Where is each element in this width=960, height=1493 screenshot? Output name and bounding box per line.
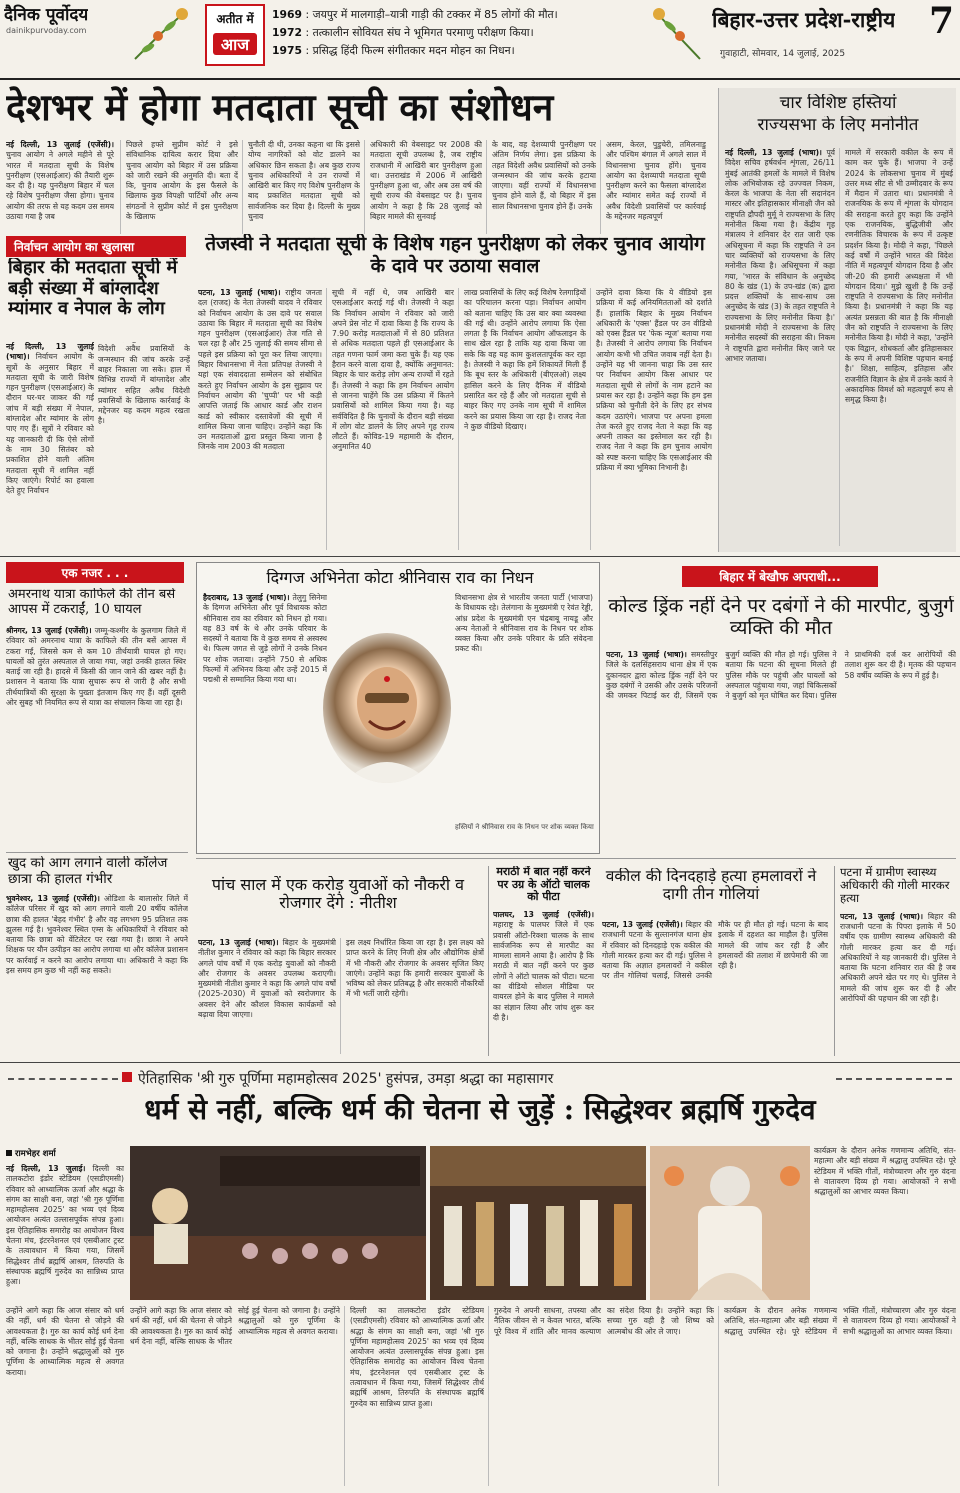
nitish-col-1: पटना, 13 जुलाई (भाषा)। बिहार के मुख्यमंत्री नीतीश कुमार ने रविवार को कहा कि बिहार सरकार अगले पांच वर्षों में एक करोड़ युवाओं को नौकरी और रोजगार के अवसर उपलब्ध कराएगी। मुख्यमंत्री नीतीश कुमार ने कहा कि अगले पांच वर्षों (2025-2030) में युवाओं को स्वरोजगार के अवसर देने और कौशल विकास कार्यक्रमों को बढ़ावा दिया जाएगा।: [198, 938, 336, 1020]
history-box-top: अतीत में: [207, 6, 263, 27]
nitish-col-2: इस लक्ष्य निर्धारित किया जा रहा है। इस लक्ष्य को प्राप्त करने के लिए निजी क्षेत्र और औद्योगिक क्षेत्रों में भी नौकरी और रोजगार के अवसर सृजित किए जाएंगे। उन्होंने कहा कि हमारी सरकार युवाओं के भविष्य को लेकर प्रतिबद्ध है और सरकारी नौकरियों में भी भर्ती जारी रहेगी।: [340, 938, 484, 1054]
history-box: [205, 4, 265, 66]
lead-col-4: अधिकारी की वेबसाइट पर 2008 की मतदाता सूची उपलब्ध है, जब राष्ट्रीय राजधानी में आखिरी बार पुनरीक्षण हुआ था। उत्तराखंड में 2006 में आखिरी पुनरीक्षण हुआ था, और अब उस वर्ष की सूची राज्य की वेबसाइट पर है। चुनाव आयोग ने कहा है कि 28 जुलाई को बिहार मामले की सुनवाई: [364, 140, 482, 234]
guru-strap: ऐतिहासिक 'श्री गुरु पूर्णिमा महामहोत्सव 2025' हुसंपन्न, उमड़ा श्रद्धा का महासागर: [138, 1071, 554, 1087]
guru-photo-dignitaries: [430, 1146, 646, 1300]
college-body: भुवनेश्वर, 13 जुलाई (एजेंसी)। ओडिशा के बालासोर जिले में कॉलेज परिसर में खुद को आग लगाने वाली 20 वर्षीय कॉलेज छात्रा की हालत 'बेहद गंभीर' है और वह लगभग 95 प्रतिशत तक झुलस गई है। भुवनेश्वर स्थित एम्स के अधिकारियों ने रविवार को बताया कि छात्रा को वेंटिलेटर पर रखा गया है। छात्रा ने अपने शिक्षक पर यौन उत्पीड़न का आरोप लगाया था और कॉलेज प्रशासन पर कार्रवाई न करने का आरोप लगाया था। अधिकारी ने कहा कि इस समय हम कुछ भी नहीं कह सकते।: [6, 894, 188, 976]
bullet-icon: [6, 1150, 12, 1156]
marathi-box: [488, 866, 594, 1056]
guru-byline: रामभेहर शर्मा: [6, 1148, 124, 1162]
guru-col-3: गुरुदेव ने अपनी साधना, तपस्या और नैतिक जीवन से न केवल भारत, बल्कि पूरे विश्व में शांति और मानव कल्याण का संदेश दिया है। उन्होंने कहा कि सच्चा गुरु वही है जो शिष्य को आत्मबोध की ओर ले जाए।: [488, 1306, 714, 1486]
history-event: 1972 : तत्कालीन सोवियत संघ ने भूमिगत परमाणु परीक्षण किया।: [272, 26, 534, 39]
guru-col-2b: दिल्ली का तालकटोरा इंडोर स्टेडियम (एसडीएमसी) रविवार को आध्यात्मिक ऊर्जा और श्रद्धा के संगम का साक्षी बना, जहां 'श्री गुरु पूर्णिमा महामहोत्सव 2025' का भव्य एवं दिव्य आयोजन अत्यंत उल्लासपूर्वक संपन्न हुआ। इस ऐतिहासिक समारोह का आयोजन विश्व चेतना मंच, इंटरनेशनल एवं एसबीआर ट्रस्ट के तत्वावधान में किया गया, जिसमें सिद्धेश्वर तीर्थ ब्रह्मर्षि आश्रम, तिरुपति के संस्थापक ब्रह्मर्षि गुरुदेव का सान्निध्य प्राप्त हुआ।: [344, 1306, 484, 1486]
nirvachan-headline: बिहार की मतदाता सूची में बड़ी संख्या में बांग्लादेश म्यांमार व नेपाल के लोग: [8, 258, 178, 320]
nirvachan-col-1: नई दिल्ली, 13 जुलाई (भाषा)। निर्वाचन आयोग के सूत्रों के अनुसार बिहार में मतदाता सूची के जारी विशेष गहन पुनरीक्षण (एसआईआर) के दौरान घर-घर जाकर की गई जांच में बड़ी संख्या में नेपाल, बांग्लादेश और म्यांमार के लोग पाए गए हैं। सूत्रों ने रविवार को यह जानकारी दी कि ऐसे लोगों के नाम 30 सितंबर को प्रकाशित होने वाली अंतिम मतदाता सूची में शामिल नहीं किए जाएंगे। रिपोर्ट का हवाला देते हुए निर्वाचन: [6, 342, 94, 496]
lead-col-1: नई दिल्ली, 13 जुलाई (एजेंसी)। चुनाव आयोग ने अगले महीने से पूरे भारत में मतदाता सूची के विशेष पुनरीक्षण (एसआईआर) की तैयारी शुरू कर दी है। यह पुनरीक्षण बिहार में चल रहे विशेष पुनरीक्षण जैसा होगा। चुनाव आयोग की तरफ से यह कदम उस समय उठाया गया है जब: [6, 140, 114, 222]
kota-col-1: हैदराबाद, 13 जुलाई (भाषा)। तेलुगु सिनेमा के दिग्गज अभिनेता और पूर्व विधायक कोटा श्रीनिवास राव का रविवार को निधन हो गया। वह 83 वर्ष के थे और उनके परिवार के सदस्यों ने बताया कि वे कुछ समय से अस्वस्थ थे। फिल्म जगत से जुड़े लोगों ने उनके निधन पर शोक जताया। उन्होंने 750 से अधिक फिल्मों में अभिनय किया और उन्हें 2015 में पद्मश्री से सम्मानित किया गया था।: [203, 593, 327, 685]
kota-headline: दिग्गज अभिनेता कोटा श्रीनिवास राव का निधन: [266, 569, 534, 587]
guru-headline: धर्म से नहीं, बल्कि धर्म की चेतना से जुड़ें : सिद्धेश्वर ब्रह्मर्षि गुरुदेव: [144, 1094, 816, 1126]
strap-dash-left: [8, 1078, 118, 1080]
rajyasabha-headline-1: चार विशिष्ट हस्तियां: [779, 94, 897, 113]
nirvachan-tag: निर्वाचन आयोग का खुलासा: [6, 236, 186, 257]
bihar-crime-headline: कोल्ड ड्रिंक नहीं देने पर दबंगों ने की मारपीट, बुजुर्ग व्यक्ति की मौत: [608, 596, 954, 639]
tejashwi-col-4: उन्होंने दावा किया कि ये वीडियो इस प्रक्रिया में कई अनियमितताओं को दर्शाते हैं। हालांकि बिहार के मुख्य निर्वाचन अधिकारी के 'एक्स' हैंडल पर उन वीडियो को एक्स हैंडल पर 'फेक न्यूज' बताया गया है। तेजस्वी ने आरोप लगाया कि निर्वाचन आयोग कभी भी उचित जवाब नहीं देता है। उन्होंने यह भी जानना चाहा कि उस स्तर पर निर्वाचन आयोग किस आधार पर मतदाता सूची से लोगों के नाम हटाने का प्रयास कर रहा है। उन्होंने कहा कि हम इस प्रक्रिया को चुनौती देने के लिए हर संभव कदम उठाएंगे। भाजपा पर अपना हमला तेज करते हुए राजद नेता ने कहा कि वह अपनी ताकत का इस्तेमाल कर रही है। राजद नेता ने कहा कि हम चुनाव आयोग को स्पष्ट करना चाहिए कि एसआईआर की प्रक्रिया में क्या भूमिका निभानी है।: [590, 288, 712, 550]
rajyasabha-box: [718, 88, 956, 552]
lead-col-3: चुनौती दी थी, उनका कहना था कि इससे योग्य नागरिकों को वोट डालने का अधिकार छिन सकता है। अब कुछ राज्य चुनाव अधिकारियों ने उन राज्यों में आखिरी बार किए गए विशेष पुनरीक्षण के बाद प्रकाशित मतदाता सूची को सार्वजनिक कर दिया है। दिल्ली के मुख्य चुनाव: [242, 140, 360, 234]
guru-photo-stage: [130, 1146, 426, 1300]
lead-story: [6, 140, 706, 234]
health-officer-headline: पटना में ग्रामीण स्वास्थ्य अधिकारी की गोली मारकर हत्या: [840, 866, 950, 906]
red-square-icon: [122, 1072, 132, 1082]
amarnath-headline: अमरनाथ यात्रा काफिले की तीन बसें आपस में टकराईं, 10 घायल: [8, 588, 176, 617]
bihar-crime-body: पटना, 13 जुलाई (भाषा)। समस्तीपुर जिले के दलसिंहसराय थाना क्षेत्र में एक दुकानदार द्वारा कोल्ड ड्रिंक नहीं देने पर कुछ दबंगों ने उसकी और उसके परिजनों की जमकर पिटाई कर दी, जिसमें एक बुजुर्ग व्यक्ति की मौत हो गई। पुलिस ने बताया कि घटना की सूचना मिलते ही पुलिस मौके पर पहुंची और घायलों को अस्पताल पहुंचाया गया, जहां चिकित्सकों ने बुजुर्ग को मृत घोषित कर दिया। पुलिस ने प्राथमिकी दर्ज कर आरोपियों की तलाश शुरू कर दी है। मृतक की पहचान 58 वर्षीय व्यक्ति के रूप में हुई है।: [606, 650, 956, 701]
place-date: गुवाहाटी, सोमवार, 14 जुलाई, 2025: [720, 49, 846, 59]
tejashwi-story: [198, 288, 712, 550]
tejashwi-headline: तेजस्वी ने मतदाता सूची के विशेष गहन पुनरीक्षण को लेकर चुनाव आयोग के दावे पर उठाया सवाल: [205, 234, 705, 277]
amarnath-tag: एक नजर . . .: [6, 562, 184, 583]
history-events: [272, 6, 648, 60]
tejashwi-col-2: सूची में नहीं थे, जब आखिरी बार एसआईआर कराई गई थी। तेजस्वी ने कहा कि निर्वाचन आयोग ने रविवार को जारी अपने प्रेस नोट में दावा किया है कि राज्य के 7.90 करोड़ मतदाताओं में से 80 प्रतिशत से अधिक मतदाता पहले ही एसआईआर के तहत गणना फार्म जमा करा चुके हैं। यह एक हैरान करने वाला दावा है, क्योंकि अनुमानत: बिहार के चार करोड़ लोग अन्य राज्यों में रहते हैं। तेजस्वी ने कहा कि हम निर्वाचन आयोग से जानना चाहेंगे कि उस प्रक्रिया में कितने प्रवासियों को शामिल किया गया है। यह सर्वविदित है कि चुनावों के दौरान बड़ी संख्या में लोग वोट डालने के लिए अपने गृह राज्य लौटते हैं। कोविड-19 महामारी के दौरान, अनुमानित 40: [326, 288, 454, 550]
amarnath-body: श्रीनगर, 13 जुलाई (एजेंसी)। जम्मू-कश्मीर के कुलगाम जिले में रविवार को अमरनाथ यात्रा के काफिले की तीन बसें आपस में टकरा गईं, जिससे कम से कम 10 तीर्थयात्री घायल हो गए। घायलों को तुरंत अस्पताल ले जाया गया, जहां उनकी हालत स्थिर बताई जा रही है। हादसे में किसी की जान जाने की खबर नहीं है। प्रशासन ने बताया कि यात्रा सुचारू रूप से जारी है और सभी तीर्थयात्रियों की सुरक्षा के पुख्ता इंतजाम किए गए हैं। वहीं दूसरी ओर सुबह भी नियमित रूप से यात्रा का संचालन किया जा रहा है।: [6, 626, 186, 708]
guru-photo-guru: [650, 1146, 810, 1300]
kota-col-2: विधानसभा क्षेत्र से भारतीय जनता पार्टी (भाजपा) के विधायक रहे। तेलंगाना के मुख्यमंत्री ए रेवंत रेड्डी, आंध्र प्रदेश के मुख्यमंत्री एन चंद्रबाबू नायडू और अन्य नेताओं ने श्रीनिवास राव के निधन पर शोक व्यक्त किया और उनके परिवार के प्रति संवेदना प्रकट की।: [455, 593, 593, 654]
nirvachan-story: [6, 342, 190, 538]
section-title: बिहार-उत्तर प्रदेश-राष्ट्रीय: [712, 7, 896, 32]
floral-ornament-left: [130, 4, 196, 64]
guru-col-1b: उन्होंने आगे कहा कि आज संसार को धर्म की नहीं, धर्म की चेतना से जोड़ने की आवश्यकता है। गुरु का कार्य कोई धर्म देना नहीं, बल्कि साधक के भीतर सोई हुई चेतना को जगाना है। उन्होंने श्रद्धालुओं को गुरु पूर्णिमा के आध्यात्मिक महत्व से अवगत कराया।: [6, 1306, 124, 1377]
history-box-bottom: आज: [213, 33, 257, 55]
guru-col-5: कार्यक्रम के दौरान अनेक गणमान्य अतिथि, संत-महात्मा और बड़ी संख्या में श्रद्धालु उपस्थित रहे। पूरे स्टेडियम में भक्ति गीतों, मंत्रोच्चारण और गुरु वंदना से वातावरण दिव्य हो गया। आयोजकों ने सभी श्रद्धालुओं का आभार व्यक्त किया।: [718, 1306, 956, 1486]
tejashwi-col-3: लाख प्रवासियों के लिए कई विशेष रेलगाड़ियों का परिचालन करना पड़ा। निर्वाचन आयोग को बताना चाहिए कि उस बार क्या व्यवस्था की गई थी। उन्होंने आरोप लगाया कि ऐसा लगता है कि निर्वाचन आयोग ऑफलाइन के साथ खेल रहा है ताकि यह दावा किया जा सके कि वह यह काम कुशलतापूर्वक कर रहा है। तेजस्वी ने कहा कि हमें शिकायतें मिली हैं कि बूथ स्तर के अधिकारी (बीएलओ) लक्ष्य हासिल करने के लिए दैनिक में वीडियो प्रसारित कर रहे हैं और जो मतदाता सूची से बाहर किए गए उनके नाम सूची में शामिल करने का प्रयास किया जा रहा है। राजद नेता ने कुछ वीडियो दिखाए।: [458, 288, 586, 550]
kota-caption: हस्तियों ने श्रीनिवास राव के निधन पर शोक व्यक्त किया: [455, 823, 594, 831]
rajyasabha-col-2: मामले में सरकारी वकील के रूप में काम कर चुके हैं। भाजपा ने उन्हें 2024 के लोकसभा चुनाव में मुंबई उत्तर मध्य सीट से भी उम्मीदवार के रूप में मैदान में उतारा था। प्रधानमंत्री ने राजनयिक के रूप में शृंगला के योगदान की सराहना करते हुए कहा कि उन्होंने एक राजनयिक, बुद्धिजीवी और रणनीतिक विचारक के रूप में उत्कृष्ट प्रदर्शन किया है। मोदी ने कहा, 'पिछले कई वर्षों में उन्होंने भारत की विदेश नीति में महत्वपूर्ण योगदान दिया है और जी-20 की हमारी अध्यक्षता में भी योगदान दिया।' मुझे खुशी है कि उन्हें राष्ट्रपति ने राज्यसभा के लिए मनोनीत किया है। प्रधानमंत्री ने कहा कि यह अत्यंत प्रसन्नता की बात है कि मीनाक्षी जैन को राष्ट्रपति ने राज्यसभा के लिए मनोनीत किया है। मोदी ने कहा, 'उन्होंने एक विद्वान, शोधकर्ता और इतिहासकार के रूप में अपनी विशिष्ट पहचान बनाई है।' शिक्षा, साहित्य, इतिहास और राजनीति विज्ञान के क्षेत्र में उनके कार्य ने अकादमिक विमर्श को महत्वपूर्ण रूप से समृद्ध किया है।: [839, 148, 953, 546]
lead-col-2: पिछले हफ्ते सुप्रीम कोर्ट ने इसे संविधानिक दायित्व करार दिया और चुनाव आयोग को बिहार में उस प्रक्रिया को जारी रखने की अनुमति दी। बता दें कि, चुनाव आयोग के इस फैसले के खिलाफ कुछ विपक्षी पार्टियों और अन्य संगठनों ने सुप्रीम कोर्ट में इस पुनरीक्षण के खिलाफ: [120, 140, 238, 234]
lawyer-body: पटना, 13 जुलाई (एजेंसी)। बिहार की राजधानी पटना के सुल्तानगंज थाना क्षेत्र में रविवार को दिनदहाड़े एक वकील की गोली मारकर हत्या कर दी गई। पुलिस ने बताया कि अज्ञात हमलावरों ने वकील पर तीन गोलियां चलाईं, जिससे उनकी मौके पर ही मौत हो गई। घटना के बाद इलाके में दहशत का माहौल है। पुलिस मामले की जांच कर रही है और हमलावरों की तलाश में छापेमारी की जा रही है।: [602, 920, 828, 981]
kota-box: [196, 562, 600, 854]
strap-dash-right: [836, 1078, 952, 1080]
nitish-headline: पांच साल में एक करोड़ युवाओं को नौकरी व रोजगार देंगे : नीतीश: [211, 876, 465, 913]
paper-website: dainikpurvoday.com: [6, 26, 87, 35]
kota-portrait: [323, 633, 451, 783]
masthead: [0, 0, 960, 80]
health-officer-box: [834, 866, 956, 1056]
marathi-headline: मराठी में बात नहीं करने पर उग्र के ऑटो चालक को पीटा: [496, 866, 591, 904]
rajyasabha-headline-2: राज्यसभा के लिए मनोनीत: [757, 116, 919, 135]
lead-col-5: के बाद, वह देशव्यापी पुनरीक्षण पर अंतिम निर्णय लेगा। इस प्रक्रिया के तहत विदेशी अवैध प्रवासियों को उनके जन्मस्थान की जांच करके हटाया जाएगा। वहीं राज्यों में विधानसभा चुनाव होने वाले हैं, वो बिहार में इस साल विधानसभा चुनाव होने हैं। उनके: [486, 140, 596, 234]
tejashwi-col-1: पटना, 13 जुलाई (भाषा)। राष्ट्रीय जनता दल (राजद) के नेता तेजस्वी यादव ने रविवार को निर्वाचन आयोग के उस दावे पर सवाल उठाया कि बिहार में मतदाता सूची का विशेष गहन पुनरीक्षण (एसआईआर) तेज गति से चल रहा है और 25 जुलाई की समय सीमा से पहले इस प्रक्रिया को पूरा कर लिया जाएगा। बिहार विधानसभा में नेता प्रतिपक्ष तेजस्वी ने यहां एक संवाददाता सम्मेलन को संबोधित करते हुए निर्वाचन आयोग के इस सुझाव पर निर्वाचन आयोग की 'चुप्पी' पर भी कड़ी आपत्ति जताई कि आधार कार्ड और राशन कार्ड को स्वीकार दस्तावेजों की सूची में शामिल किया जाना चाहिए। उन्होंने कहा कि उन मतदाताओं द्वारा प्रस्तुत किया जाना है जिनके नाम 2003 की मतदाता: [198, 288, 322, 452]
lead-headline: देशभर में होगा मतदाता सूची का संशोधन: [6, 86, 554, 129]
nitish-story: [198, 938, 484, 1054]
floral-ornament-right: [650, 4, 706, 64]
lawyer-headline: वकील की दिनदहाड़े हत्या हमलावरों ने दागी तीन गोलियां: [605, 868, 817, 903]
guru-col-1: नई दिल्ली, 13 जुलाई। दिल्ली का तालकटोरा इंडोर स्टेडियम (एसडीएमसी) रविवार को आध्यात्मिक ऊर्जा और श्रद्धा के संगम का साक्षी बना, जहां 'श्री गुरु पूर्णिमा महामहोत्सव 2025' का भव्य एवं दिव्य आयोजन अत्यंत उल्लासपूर्वक संपन्न हुआ। इस ऐतिहासिक समारोह का आयोजन विश्व चेतना मंच, इंटरनेशनल एवं एसबीआर ट्रस्ट के तत्वावधान में किया गया, जिसमें सिद्धेश्वर तीर्थ ब्रह्मर्षि आश्रम, तिरुपति के संस्थापक ब्रह्मर्षि गुरुदेव का सान्निध्य प्राप्त हुआ।: [6, 1164, 124, 1287]
history-event: 1975 : प्रसिद्ध हिंदी फिल्म संगीतकार मदन मोहन का निधन।: [272, 44, 515, 57]
marathi-body: पालघर, 13 जुलाई (एजेंसी)। महाराष्ट्र के पालघर जिले में एक प्रवासी ऑटो-रिक्शा चालक के साथ सार्वजनिक रूप से मारपीट का मामला सामने आया है। आरोप है कि मराठी में बात नहीं करने पर कुछ लोगों ने ऑटो चालक को पीटा। घटना का वीडियो सोशल मीडिया पर वायरल होने के बाद पुलिस ने मामले का संज्ञान लिया और जांच शुरू कर दी है।: [493, 909, 594, 1022]
rajyasabha-col-1: नई दिल्ली, 13 जुलाई (भाषा)। पूर्व विदेश सचिव हर्षवर्धन शृंगला, 26/11 मुंबई आतंकी हमलों के मामले में विशेष लोक अभियोजक रहे उज्ज्वल निकम, केरल के भाजपा के नेता सी सदानंदन मास्टर और इतिहासकार मीनाक्षी जैन को राष्ट्रपति द्रौपदी मुर्मू ने राज्यसभा के लिए मनोनीत किया गया है। केंद्रीय गृह मंत्रालय ने शनिवार देर रात जारी एक अधिसूचना में कहा कि राष्ट्रपति ने उन चार व्यक्तियों को राज्यसभा के लिए मनोनीत किया है। अधिसूचना में कहा गया, 'भारत के संविधान के अनुच्छेद 80 के खंड (1) के उप-खंड (क) द्वारा प्रदत्त शक्तियों के साथ-साथ उस अनुच्छेद के खंड (3) के तहत राष्ट्रपति ने राज्यसभा के लिए मनोनीत किया है।' प्रधानमंत्री मोदी ने राज्यसभा के लिए मनोनीत सदस्यों की सराहना की। निकम ने राष्ट्रपति द्वारा मनोनीत किए जाने पर आभार जताया।: [725, 148, 835, 363]
lead-col-6: असम, केरल, पुडुचेरी, तमिलनाडु और पश्चिम बंगाल में अगले साल में विधानसभा चुनाव होंगे। चुनाव आयोग का देशव्यापी मतदाता सूची पुनरीक्षण करने का फैसला बांग्लादेश और म्यांमार समेत कई राज्यों में अवैध विदेशी प्रवासियों पर कार्रवाई के मद्देनजर महत्वपूर्ण: [600, 140, 706, 234]
page-number: 7: [929, 0, 955, 42]
guru-col-2: उन्होंने आगे कहा कि आज संसार को धर्म की नहीं, धर्म की चेतना से जोड़ने की आवश्यकता है। गुरु का कार्य कोई धर्म देना नहीं, बल्कि साधक के भीतर सोई हुई चेतना को जगाना है। उन्होंने श्रद्धालुओं को गुरु पूर्णिमा के आध्यात्मिक महत्व से अवगत कराया।: [130, 1306, 340, 1346]
health-officer-body: पटना, 13 जुलाई (भाषा)। बिहार की राजधानी पटना के पिपरा इलाके में 50 वर्षीय एक ग्रामीण स्वास्थ्य अधिकारी की गोली मारकर हत्या कर दी गई। अधिकारियों ने यह जानकारी दी। पुलिस ने बताया कि घटना शनिवार रात की है जब अधिकारी अपने खेत पर गए थे। पुलिस ने मामले की जांच शुरू कर दी है और आरोपियों की पहचान की जा रही है।: [840, 911, 956, 1004]
bihar-crime-tag: बिहार में बेखौफ अपराधी...: [682, 566, 878, 587]
paper-name: दैनिक पूर्वोदय: [4, 5, 89, 25]
nirvachan-col-2: विदेशी अवैध प्रवासियों के जन्मस्थान की जांच करके उन्हें बाहर निकाला जा सके। हाल में विभिन्न राज्यों में बांग्लादेश और म्यांमार सहित अवैध विदेशी प्रवासियों के खिलाफ कार्रवाई के मद्देनजर यह कदम महत्व रखता है।: [98, 344, 190, 426]
guru-strap-row: [0, 1068, 960, 1090]
history-event: 1969 : जयपुर में मालगाड़ी–यात्री गाड़ी की टक्कर में 85 लोगों की मौत।: [272, 8, 558, 21]
college-headline: खुद को आग लगाने वाली कॉलेज छात्रा की हालत गंभीर: [8, 856, 168, 887]
guru-col-4: कार्यक्रम के दौरान अनेक गणमान्य अतिथि, संत-महात्मा और बड़ी संख्या में श्रद्धालु उपस्थित रहे। पूरे स्टेडियम में भक्ति गीतों, मंत्रोच्चारण और गुरु वंदना से वातावरण दिव्य हो गया। आयोजकों ने सभी श्रद्धालुओं का आभार व्यक्त किया।: [814, 1146, 956, 1197]
